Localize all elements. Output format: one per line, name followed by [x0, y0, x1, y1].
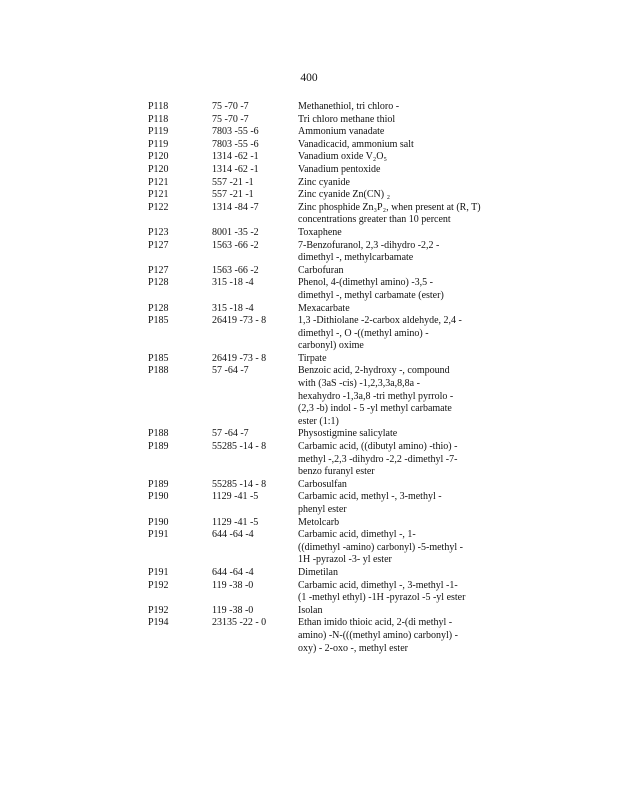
waste-code: P189 [148, 478, 169, 490]
cas-number: 557 -21 -1 [212, 189, 254, 201]
waste-code: P119 [148, 126, 169, 138]
chemical-name: Phenol, 4-(dimethyl amino) -3,5 - dimethyl -, methyl carbamate (ester) [298, 277, 444, 301]
chemical-name: Methanethiol, tri chloro - [298, 101, 400, 112]
waste-code: P128 [148, 302, 169, 314]
waste-code: P119 [148, 138, 169, 150]
cas-number: 1314 -84 -7 [212, 201, 259, 213]
chemical-name: Zinc cyanide Zn(CN) ₂ [298, 189, 391, 201]
waste-code: P192 [148, 604, 169, 616]
chemical-name: Zinc phosphide Zn₃P₂, when present at (R, T) concentrations greater than 10 percent [298, 201, 481, 226]
table-row [148, 151, 548, 164]
table-row [148, 315, 548, 353]
table-row [148, 139, 548, 152]
chemical-name: Mexacarbate [298, 302, 350, 314]
waste-code: P118 [148, 113, 169, 125]
cas-number: 315 -18 -4 [212, 277, 254, 289]
table-row [148, 580, 548, 605]
table-row [148, 277, 548, 302]
chemical-name: Dimetilan [298, 566, 338, 578]
waste-code: P185 [148, 315, 169, 327]
waste-code: P122 [148, 201, 169, 213]
waste-code: P121 [148, 176, 169, 188]
cas-number: 57 -64 -7 [212, 365, 249, 377]
chemical-name: Physostigmine salicylate [298, 428, 398, 440]
table-row [148, 365, 548, 428]
chemical-name: Metolcarb [298, 516, 340, 528]
waste-code: P189 [148, 441, 169, 453]
waste-code: P190 [148, 491, 169, 503]
cas-number: 55285 -14 - 8 [212, 441, 267, 453]
chemical-name: Carbofuran [298, 264, 344, 276]
cas-number: 1314 -62 -1 [212, 163, 259, 175]
cas-number: 75 -70 -7 [212, 101, 249, 112]
waste-code: P191 [148, 529, 169, 541]
waste-code-table [148, 101, 548, 655]
page-number: 400 [300, 72, 318, 84]
cas-number: 315 -18 -4 [212, 302, 254, 314]
cas-number: 1314 -62 -1 [212, 151, 259, 163]
table-row [148, 353, 548, 366]
chemical-name: Carbamic acid, ((dibutyl amino) -thio) - methyl -,2,3 -dihydro -2,2 -dimethyl -7- benzo furanyl ester [298, 441, 458, 478]
waste-code: P118 [148, 101, 169, 112]
waste-code: P191 [148, 566, 169, 578]
table-row [148, 479, 548, 492]
cas-number: 23135 -22 - 0 [212, 617, 267, 629]
table-row [148, 101, 548, 114]
cas-number: 75 -70 -7 [212, 113, 249, 125]
chemical-name: Zinc cyanide [298, 176, 350, 188]
table-row [148, 617, 548, 655]
table-row [148, 227, 548, 240]
table-row [148, 517, 548, 530]
waste-code: P188 [148, 365, 169, 377]
chemical-name: Vanadicacid, ammonium salt [298, 138, 414, 150]
table-row [148, 605, 548, 618]
waste-code: P190 [148, 516, 169, 528]
cas-number: 26419 -73 - 8 [212, 352, 267, 364]
chemical-name: Carbamic acid, methyl -, 3-methyl - phenyl ester [298, 491, 442, 515]
cas-number: 55285 -14 - 8 [212, 478, 267, 490]
waste-code: P123 [148, 226, 169, 238]
cas-number: 1563 -66 -2 [212, 239, 259, 251]
waste-code: P185 [148, 352, 169, 364]
table-row [148, 202, 548, 227]
table-row [148, 441, 548, 479]
cas-number: 1563 -66 -2 [212, 264, 259, 276]
cas-number: 557 -21 -1 [212, 176, 254, 188]
waste-code: P128 [148, 277, 169, 289]
waste-code: P120 [148, 163, 169, 175]
chemical-name: Carbosulfan [298, 478, 347, 490]
cas-number: 7803 -55 -6 [212, 126, 259, 138]
chemical-name: Vanadium pentoxide [298, 163, 381, 175]
waste-code: P127 [148, 239, 169, 251]
waste-code: P127 [148, 264, 169, 276]
table-row [148, 567, 548, 580]
table-row [148, 189, 548, 202]
table-row [148, 240, 548, 265]
cas-number: 119 -38 -0 [212, 579, 254, 591]
table-row [148, 428, 548, 441]
waste-code: P121 [148, 189, 169, 201]
chemical-name: 7-Benzofuranol, 2,3 -dihydro -2,2 - dimethyl -, methylcarbamate [298, 239, 440, 264]
waste-code: P194 [148, 617, 169, 629]
table-row [148, 126, 548, 139]
chemical-name: Ethan imido thioic acid, 2-(di methyl - amino) -N-(((methyl amino) carbonyl) - oxy) - 2-oxo -, methyl ester [298, 617, 458, 654]
table-row [148, 303, 548, 316]
chemical-name: Tirpate [298, 352, 327, 364]
cas-number: 7803 -55 -6 [212, 138, 259, 150]
chemical-name: Tri chloro methane thiol [298, 113, 396, 125]
table-row [148, 529, 548, 567]
table-row [148, 265, 548, 278]
chemical-name: Carbamic acid, dimethyl -, 3-methyl -1- (1 -methyl ethyl) -1H -pyrazol -5 -yl ester [298, 579, 466, 604]
chemical-name: Carbamic acid, dimethyl -, 1- ((dimethyl -amino) carbonyl) -5-methyl - 1H -pyrazol -3- yl ester [298, 529, 463, 566]
table-row [148, 114, 548, 127]
table-row [148, 177, 548, 190]
waste-code: P120 [148, 151, 169, 163]
table-row [148, 164, 548, 177]
cas-number: 644 -64 -4 [212, 529, 254, 541]
chemical-name: 1,3 -Dithiolane -2-carbox aldehyde, 2,4 - dimethyl -, O -((methyl amino) - carbonyl) oxime [298, 315, 462, 352]
chemical-name: Toxaphene [298, 226, 342, 238]
waste-code: P192 [148, 579, 169, 591]
cas-number: 8001 -35 -2 [212, 226, 259, 238]
cas-number: 1129 -41 -5 [212, 491, 259, 503]
chemical-name: Ammonium vanadate [298, 126, 385, 138]
cas-number: 57 -64 -7 [212, 428, 249, 440]
waste-code: P188 [148, 428, 169, 440]
chemical-name: Benzoic acid, 2-hydroxy -, compound with (3aS -cis) -1,2,3,3a,8,8a - hexahydro -1,3a,8 -tri methyl pyrrolo - (2,3 -b) indol - 5 -yl methyl carbamate ester (1:1) [298, 365, 454, 427]
cas-number: 644 -64 -4 [212, 566, 254, 578]
cas-number: 119 -38 -0 [212, 604, 254, 616]
table-row [148, 491, 548, 516]
cas-number: 26419 -73 - 8 [212, 315, 267, 327]
chemical-name: Vanadium oxide V₂O₅ [298, 151, 387, 163]
cas-number: 1129 -41 -5 [212, 516, 259, 528]
chemical-name: Isolan [298, 604, 323, 616]
